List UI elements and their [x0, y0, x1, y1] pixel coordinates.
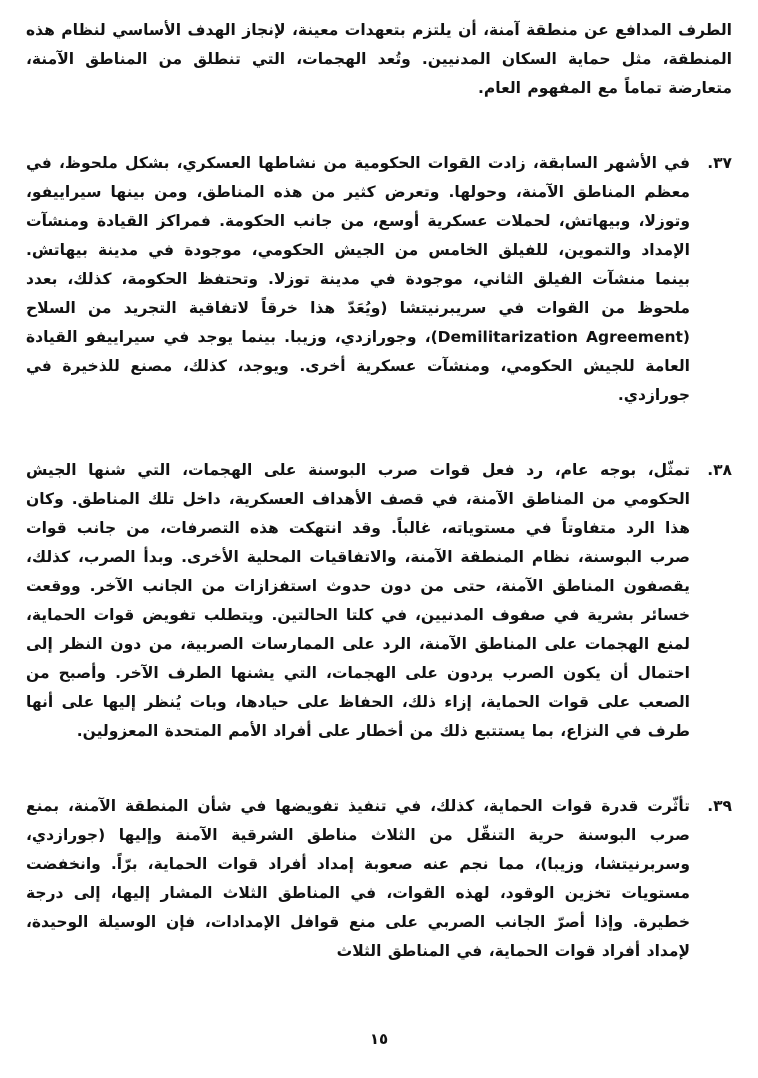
paragraph-38	[26, 456, 732, 746]
paragraph-number: ٣٨.	[707, 460, 732, 479]
paragraph-text: تأثّرت قدرة قوات الحماية، كذلك، في تنفيذ تفويضها في شأن المنطقة الآمنة، بمنع صرب البوسنة حرية التنقّل من الثلاث مناطق الشرقية الآمنة وإليها (جورازدي، وسربرنيتشا، وزيبا)، مما نجم عنه صعوبة إمداد أفراد قوات الحماية، برّاً. وانخفضت مستويات تخزين الوقود، لهذه القوات، في المناطق الثلاث المشار إليها، إلى درجة خطيرة. وإذا أصرّ الجانب الصربي على منع قوافل الإمدادات، فإن الوسيلة الوحيدة، لإمداد أفراد قوات الحماية، في المناطق الثلاث	[26, 796, 690, 960]
paragraph-37	[26, 149, 732, 410]
paragraph-number: ٣٧.	[707, 153, 732, 172]
paragraph-text: في الأشهر السابقة، زادت القوات الحكومية من نشاطها العسكري، بشكل ملحوظ، في معظم المناطق الآمنة، وحولها. وتعرض كثير من هذه المناطق، ومن بينها سيراييفو، وتوزلا، وبيهاتش، لحملات عسكرية أوسع، من جانب الحكومة. فمراكز القيادة ومنشآت الإمداد والتموين، للفيلق الخامس من الجيش الحكومي، موجودة في مدينة بيهاتش. بينما منشآت الفيلق الثاني، موجودة في مدينة توزلا. وتحتفظ الحكومة، كذلك، بعدد ملحوظ من القوات في سريبرنيتشا (ويُعَدّ هذا خرقاً لاتفاقية التجريد من السلاح (Demilitarization Agreement)، وجورازدي، وزيبا. بينما يوجد في سيراييفو القيادة العامة للجيش الحكومي، ومنشآت عسكرية أخرى. ويوجد، كذلك، مصنع للذخيرة في جورازدي.	[26, 153, 690, 404]
paragraph-number: ٣٩.	[707, 796, 732, 815]
page-number: ١٥	[369, 1030, 389, 1048]
paragraph-39	[26, 792, 732, 966]
paragraph-text: تمثّل، بوجه عام، رد فعل قوات صرب البوسنة على الهجمات، التي شنها الجيش الحكومي من المناطق الآمنة، في قصف الأهداف العسكرية، داخل تلك المناطق. وكان هذا الرد متفاوتاً في مستوياته، غالباً. وقد انتهكت هذه التصرفات، من جانب قوات صرب البوسنة، نظام المنطقة الآمنة، والاتفاقيات المحلية الأخرى. وبدأ الصرب، كذلك، يقصفون المناطق الآمنة، حتى من دون حدوث استفزازات من الجانب الآخر. ووقعت خسائر بشرية في صفوف المدنيين، في كلتا الحالتين. ويتطلب تفويض قوات الحماية، لمنع الهجمات على المناطق الآمنة، الرد على الممارسات الصربية، من دون النظر إلى احتمال أن يكون الصرب يردون على الهجمات، التي يشنها الطرف الآخر. وأصبح من الصعب على قوات الحماية، إزاء ذلك، الحفاظ على حيادها، وبات يُنظر إليها على أنها طرف في النزاع، بما يستتبع ذلك من أخطار على أفراد الأمم المتحدة المعزولين.	[26, 460, 690, 740]
paragraph-continuation: الطرف المدافع عن منطقة آمنة، أن يلتزم بتعهدات معينة، لإنجاز الهدف الأساسي لنظام هذه المنطقة، مثل حماية السكان المدنيين. وتُعد الهجمات، التي تنطلق من المناطق الآمنة، متعارضة تماماً مع المفهوم العام.	[26, 21, 732, 97]
